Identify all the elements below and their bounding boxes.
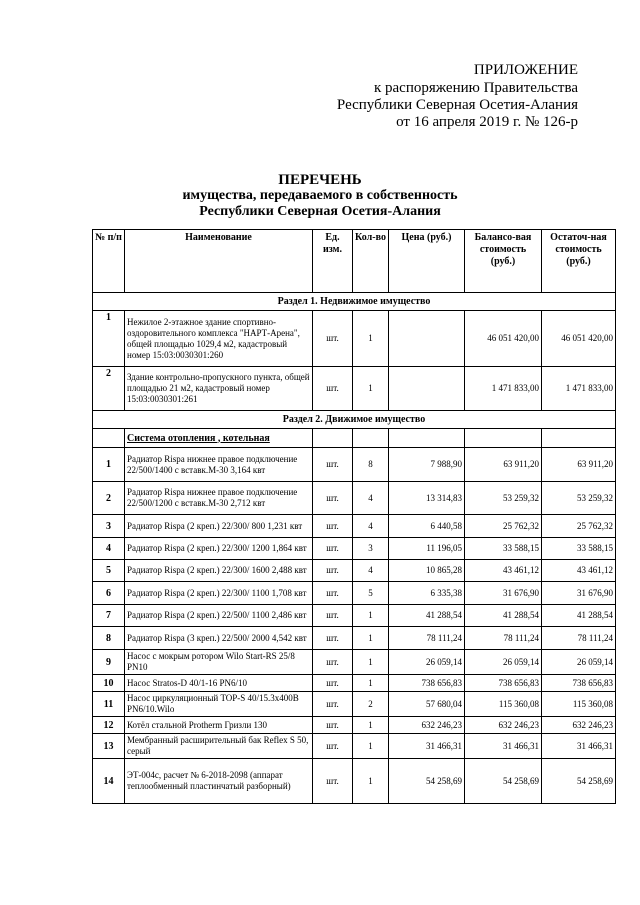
cell-name: Радиатор Rispa (2 креп.) 22/300/ 1600 2,488 квт (125, 560, 313, 582)
empty-cell (353, 429, 389, 448)
appendix-line: Республики Северная Осетия-Алания (336, 97, 578, 113)
cell-no: 4 (93, 538, 125, 560)
cell-no: 8 (93, 627, 125, 650)
cell-balance: 26 059,14 (465, 650, 542, 675)
table-row (93, 560, 616, 582)
appendix-line: к распоряжению Правительства (373, 80, 578, 96)
header-price: Цена (руб.) (389, 230, 465, 293)
cell-residual: 26 059,14 (542, 650, 616, 675)
cell-unit: шт. (313, 311, 353, 367)
table-row (93, 367, 616, 411)
table-row (93, 515, 616, 538)
document-title (0, 172, 640, 220)
cell-price: 26 059,14 (389, 650, 465, 675)
cell-unit: шт. (313, 605, 353, 627)
cell-name: Радиатор Rispa (2 креп.) 22/300/ 1200 1,864 квт (125, 538, 313, 560)
cell-price: 6 440,58 (389, 515, 465, 538)
cell-unit: шт. (313, 367, 353, 411)
header-residual: Остаточ-ная стоимость (руб.) (542, 230, 616, 293)
cell-no: 1 (93, 448, 125, 482)
cell-name: Радиатор Rispa (2 креп.) 22/500/ 1100 2,486 квт (125, 605, 313, 627)
header-qty: Кол-во (353, 230, 389, 293)
cell-residual: 33 588,15 (542, 538, 616, 560)
cell-unit: шт. (313, 482, 353, 515)
table-row (93, 311, 616, 367)
appendix-date: от 16 апреля 2019 г. № 126-р (396, 114, 578, 130)
cell-residual: 46 051 420,00 (542, 311, 616, 367)
cell-price (389, 367, 465, 411)
cell-residual: 632 246,23 (542, 717, 616, 734)
empty-cell (389, 429, 465, 448)
cell-balance: 54 258,69 (465, 759, 542, 804)
cell-price: 10 865,28 (389, 560, 465, 582)
table-row (93, 717, 616, 734)
cell-balance: 53 259,32 (465, 482, 542, 515)
cell-qty: 2 (353, 692, 389, 717)
cell-unit: шт. (313, 675, 353, 692)
cell-qty: 1 (353, 605, 389, 627)
section-title: Раздел 1. Недвижимое имущество (93, 293, 616, 311)
cell-qty: 8 (353, 448, 389, 482)
empty-cell (465, 429, 542, 448)
cell-balance: 41 288,54 (465, 605, 542, 627)
empty-cell (313, 429, 353, 448)
cell-price: 31 466,31 (389, 734, 465, 759)
cell-name: Насос с мокрым ротором Wilo Start-RS 25/8 PN10 (125, 650, 313, 675)
header-balance: Балансо-вая стоимость (руб.) (465, 230, 542, 293)
table-row (93, 582, 616, 605)
cell-residual: 53 259,32 (542, 482, 616, 515)
cell-unit: шт. (313, 650, 353, 675)
cell-no: 7 (93, 605, 125, 627)
cell-residual: 1 471 833,00 (542, 367, 616, 411)
cell-qty: 1 (353, 759, 389, 804)
cell-balance: 738 656,83 (465, 675, 542, 692)
cell-residual: 738 656,83 (542, 675, 616, 692)
property-table (92, 229, 616, 804)
cell-no: 6 (93, 582, 125, 605)
table-row (93, 627, 616, 650)
header-no: № п/п (93, 230, 125, 293)
cell-qty: 1 (353, 717, 389, 734)
cell-unit: шт. (313, 448, 353, 482)
cell-no: 9 (93, 650, 125, 675)
cell-no: 2 (93, 367, 125, 411)
cell-balance: 78 111,24 (465, 627, 542, 650)
title-line: имущества, передаваемого в собственность (182, 188, 458, 203)
cell-price: 632 246,23 (389, 717, 465, 734)
cell-price: 41 288,54 (389, 605, 465, 627)
subsection-title: Система отопления , котельная (125, 429, 313, 448)
table-row (93, 605, 616, 627)
cell-residual: 25 762,32 (542, 515, 616, 538)
table-row (93, 448, 616, 482)
cell-residual: 31 676,90 (542, 582, 616, 605)
section-row (93, 411, 616, 429)
cell-balance: 46 051 420,00 (465, 311, 542, 367)
cell-name: Котёл стальной Protherm Гризли 130 (125, 717, 313, 734)
cell-name: Радиатор Rispa (3 креп.) 22/500/ 2000 4,542 квт (125, 627, 313, 650)
cell-residual: 43 461,12 (542, 560, 616, 582)
table-row (93, 692, 616, 717)
cell-name: Мембранный расширительный бак Reflex S 50, серый (125, 734, 313, 759)
cell-balance: 63 911,20 (465, 448, 542, 482)
cell-name: Насос Stratos-D 40/1-16 PN6/10 (125, 675, 313, 692)
cell-unit: шт. (313, 560, 353, 582)
cell-price (389, 311, 465, 367)
cell-name: Радиатор Rispa (2 креп.) 22/300/ 800 1,231 квт (125, 515, 313, 538)
table-row (93, 759, 616, 804)
cell-no: 5 (93, 560, 125, 582)
cell-no: 10 (93, 675, 125, 692)
cell-balance: 33 588,15 (465, 538, 542, 560)
title-line: ПЕРЕЧЕНЬ (278, 172, 362, 188)
cell-unit: шт. (313, 538, 353, 560)
cell-no: 3 (93, 515, 125, 538)
cell-name: Насос циркуляционный TOP-S 40/15.3х400В PN6/10.Wilo (125, 692, 313, 717)
cell-no: 2 (93, 482, 125, 515)
cell-name: Радиатор Rispa нижнее правое подключение 22/500/1400 с вставк.М-30 3,164 квт (125, 448, 313, 482)
cell-qty: 1 (353, 367, 389, 411)
table-row (93, 482, 616, 515)
cell-balance: 31 676,90 (465, 582, 542, 605)
cell-name: Нежилое 2-этажное здание спортивно-оздоровительного комплекса "НАРТ-Арена", общей площадью 1029,4 м2, кадастровый номер 15:03:0030301:260 (125, 311, 313, 367)
cell-qty: 1 (353, 675, 389, 692)
cell-unit: шт. (313, 717, 353, 734)
cell-no: 11 (93, 692, 125, 717)
cell-residual: 63 911,20 (542, 448, 616, 482)
cell-residual: 41 288,54 (542, 605, 616, 627)
cell-unit: шт. (313, 734, 353, 759)
cell-qty: 4 (353, 482, 389, 515)
cell-no: 1 (93, 311, 125, 367)
cell-price: 78 111,24 (389, 627, 465, 650)
cell-qty: 5 (353, 582, 389, 605)
cell-unit: шт. (313, 627, 353, 650)
cell-price: 57 680,04 (389, 692, 465, 717)
section-row (93, 293, 616, 311)
cell-qty: 4 (353, 515, 389, 538)
cell-price: 738 656,83 (389, 675, 465, 692)
empty-cell (542, 429, 616, 448)
table-row (93, 675, 616, 692)
cell-qty: 1 (353, 627, 389, 650)
cell-qty: 1 (353, 311, 389, 367)
cell-price: 54 258,69 (389, 759, 465, 804)
cell-balance: 1 471 833,00 (465, 367, 542, 411)
appendix-block (337, 62, 578, 131)
table-row (93, 538, 616, 560)
cell-qty: 1 (353, 650, 389, 675)
cell-price: 6 335,38 (389, 582, 465, 605)
cell-unit: шт. (313, 692, 353, 717)
cell-no (93, 429, 125, 448)
table-row (93, 650, 616, 675)
cell-residual: 31 466,31 (542, 734, 616, 759)
cell-qty: 1 (353, 734, 389, 759)
cell-unit: шт. (313, 759, 353, 804)
title-line: Республики Северная Осетия-Алания (199, 204, 441, 219)
header-row (93, 230, 616, 293)
subsection-row (93, 429, 616, 448)
cell-qty: 3 (353, 538, 389, 560)
cell-name: Радиатор Rispa нижнее правое подключение 22/500/1200 с вставк.М-30 2,712 квт (125, 482, 313, 515)
cell-price: 11 196,05 (389, 538, 465, 560)
cell-price: 13 314,83 (389, 482, 465, 515)
cell-unit: шт. (313, 515, 353, 538)
cell-residual: 78 111,24 (542, 627, 616, 650)
cell-no: 13 (93, 734, 125, 759)
cell-balance: 25 762,32 (465, 515, 542, 538)
cell-name: Радиатор Rispa (2 креп.) 22/300/ 1100 1,708 квт (125, 582, 313, 605)
cell-price: 7 988,90 (389, 448, 465, 482)
section-title: Раздел 2. Движимое имущество (93, 411, 616, 429)
cell-unit: шт. (313, 582, 353, 605)
cell-balance: 115 360,08 (465, 692, 542, 717)
table-row (93, 734, 616, 759)
appendix-heading: ПРИЛОЖЕНИЕ (473, 62, 578, 78)
cell-name: ЭТ-004с, расчет № 6-2018-2098 (аппарат теплообменный пластинчатый разборный) (125, 759, 313, 804)
cell-no: 12 (93, 717, 125, 734)
header-unit: Ед. изм. (313, 230, 353, 293)
header-name: Наименование (125, 230, 313, 293)
cell-balance: 632 246,23 (465, 717, 542, 734)
cell-residual: 54 258,69 (542, 759, 616, 804)
cell-balance: 31 466,31 (465, 734, 542, 759)
cell-no: 14 (93, 759, 125, 804)
cell-residual: 115 360,08 (542, 692, 616, 717)
cell-qty: 4 (353, 560, 389, 582)
cell-balance: 43 461,12 (465, 560, 542, 582)
cell-name: Здание контрольно-пропускного пункта, общей площадью 21 м2, кадастровый номер 15:03:0030301:261 (125, 367, 313, 411)
